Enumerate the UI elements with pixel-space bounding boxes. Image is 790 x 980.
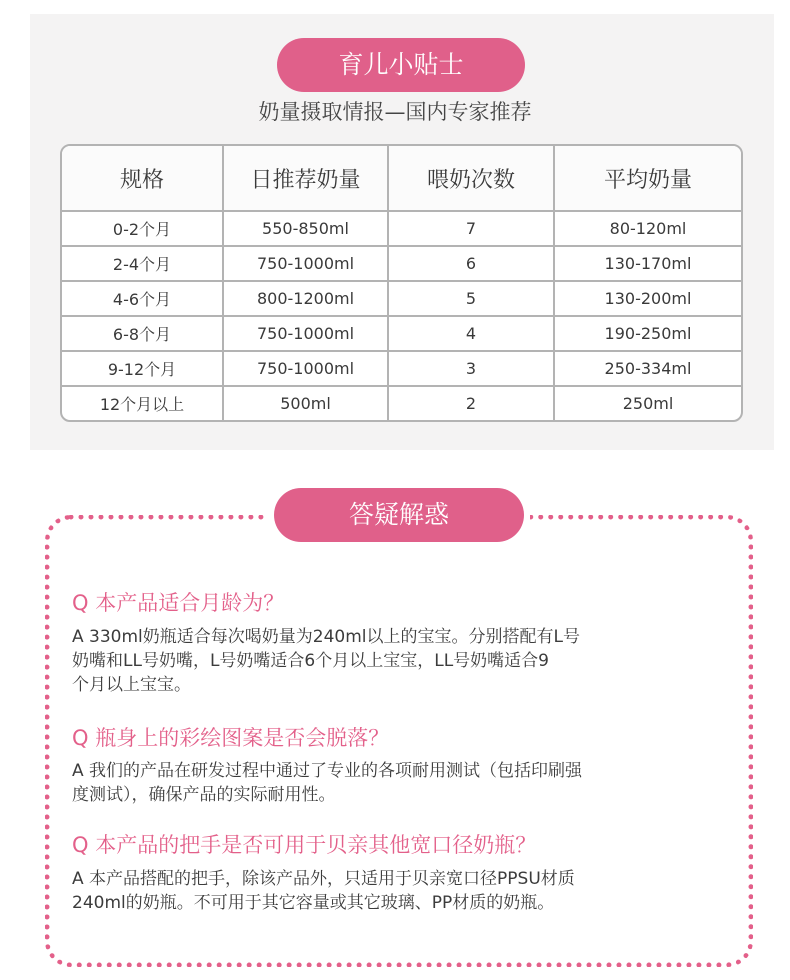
cell-feedings: 3 (389, 352, 555, 387)
table-row (62, 247, 741, 282)
cell-age: 4-6个月 (62, 282, 224, 317)
cell-average: 250ml (622, 394, 674, 413)
cell-feedings: 6 (389, 247, 555, 282)
table-header-row (62, 146, 741, 212)
tips-subtitle: 奶量摄取情报—国内专家推荐 (258, 100, 532, 124)
faq-answer-line: A 330ml奶瓶适合每次喝奶量为240ml以上的宝宝。分别搭配有L号 (72, 627, 580, 647)
faq-question-2: Q 瓶身上的彩绘图案是否会脱落？ (72, 726, 390, 750)
faq-answer-line: 奶嘴和LL号奶嘴，L号奶嘴适合6个月以上宝宝，LL号奶嘴适合9 (72, 651, 549, 671)
table-row (62, 282, 741, 317)
cell-age: 2-4个月 (62, 247, 224, 282)
faq-answer-line: 个月以上宝宝。 (72, 675, 191, 695)
cell-age: 6-8个月 (62, 317, 224, 352)
faq-answer-line: 度测试），确保产品的实际耐用性。 (72, 785, 336, 805)
table-row (62, 387, 741, 420)
faq-answer-2 (72, 759, 742, 807)
faq-answer-line: 240ml的奶瓶。不可用于其它容量或其它玻璃、PP材质的奶瓶。 (72, 893, 555, 913)
cell-average: 250-334ml (555, 352, 741, 387)
cell-daily: 800-1200ml (224, 282, 389, 317)
header-daily-amount: 日推荐奶量 (224, 146, 389, 212)
header-average-amount: 平均奶量 (555, 146, 741, 212)
faq-question-3: Q 本产品的把手是否可用于贝亲其他宽口径奶瓶？ (72, 833, 537, 857)
table-row (62, 212, 741, 247)
faq-answer-1 (72, 625, 742, 697)
cell-daily: 750-1000ml (224, 317, 389, 352)
cell-daily: 500ml (224, 387, 389, 420)
header-spec: 规格 (62, 146, 224, 212)
cell-daily: 750-1000ml (224, 352, 389, 387)
faq-title-badge: 答疑解惑 (274, 488, 524, 542)
cell-feedings: 2 (389, 387, 555, 420)
cell-average: 130-200ml (555, 282, 741, 317)
table-row (62, 352, 741, 387)
cell-daily: 750-1000ml (224, 247, 389, 282)
cell-feedings: 7 (389, 212, 555, 247)
cell-average: 190-250ml (555, 317, 741, 352)
cell-feedings: 5 (389, 282, 555, 317)
table-row (62, 317, 741, 352)
faq-question-1: Q 本产品适合月龄为？ (72, 591, 285, 615)
faq-answer-line: A 我们的产品在研发过程中通过了专业的各项耐用测试（包括印刷强 (72, 761, 583, 781)
cell-age: 0-2个月 (62, 212, 224, 247)
cell-average: 80-120ml (555, 212, 741, 247)
cell-average: 130-170ml (555, 247, 741, 282)
cell-feedings: 4 (389, 317, 555, 352)
cell-daily: 550-850ml (224, 212, 389, 247)
tips-title-badge: 育儿小贴士 (277, 38, 525, 92)
cell-age: 9-12个月 (62, 352, 224, 387)
faq-answer-line: A 本产品搭配的把手，除该产品外，只适用于贝亲宽口径PPSU材质 (72, 869, 575, 889)
milk-intake-table (60, 144, 743, 422)
cell-age: 12个月以上 (62, 387, 224, 420)
header-feedings: 喂奶次数 (389, 146, 555, 212)
faq-answer-3 (72, 867, 742, 915)
